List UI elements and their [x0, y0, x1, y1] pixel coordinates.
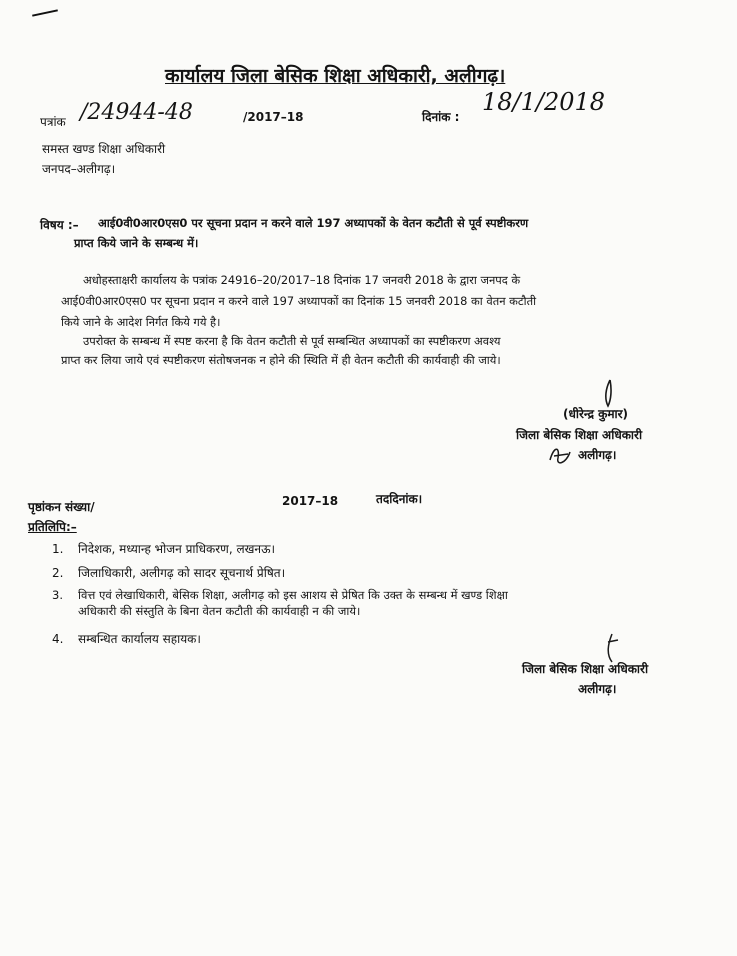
corner-pen-mark	[32, 9, 58, 16]
patrank-session: /2017–18	[243, 110, 304, 124]
recipient-line1: समस्त खण्ड शिक्षा अधिकारी	[42, 142, 166, 156]
copy-number: 3.	[52, 588, 63, 602]
para1-line1: अधोहस्ताक्षरी कार्यालय के पत्रांक 24916–20/2017–18 दिनांक 17 जनवरी 2018 के द्वारा जनपद के	[83, 273, 521, 287]
copy-number: 1.	[52, 542, 64, 556]
signatory-name: (धीरेन्द्र कुमार)	[563, 407, 629, 421]
list-item	[52, 588, 508, 603]
para2-line1: उपरोक्त के सम्बन्ध में स्पष्ट करना है कि वेतन कटौती से पूर्व सम्बन्धित अध्यापकों का स्पष्टीकरण अवश्य	[83, 334, 501, 348]
copy-number: 4.	[52, 632, 64, 646]
para1-line2: आई0वी0आर0एस0 पर सूचना प्रदान न करने वाले 197 अध्यापकों का दिनांक 15 जनवरी 2018 का वेतन कटौती	[61, 294, 537, 308]
endorsement-session: 2017–18	[282, 494, 339, 508]
paragraph-2	[61, 332, 686, 370]
recipient-line2: जनपद–अलीगढ़।	[42, 162, 116, 176]
list-item	[52, 630, 201, 647]
patrank-label: पत्रांक	[40, 115, 66, 129]
office-title: कार्यालय जिला बेसिक शिक्षा अधिकारी, अलीगढ़।	[165, 65, 506, 87]
paragraph-1	[61, 270, 686, 333]
copy-to-label: प्रतिलिपि:–	[28, 520, 77, 534]
date-value-handwritten: 18/1/2018	[482, 88, 606, 116]
copy-number: 2.	[52, 566, 64, 580]
signatory-designation: जिला बेसिक शिक्षा अधिकारी	[516, 428, 643, 442]
endorsement-date: तददिनांक।	[376, 492, 423, 506]
copy-text: निदेशक, मध्यान्ह भोजन प्राधिकरण, लखनऊ।	[78, 542, 276, 556]
subject-line2: प्राप्त किये जाने के सम्बन्ध में।	[74, 236, 199, 250]
date-label: दिनांक :	[422, 110, 460, 124]
patrank-number-handwritten: /24944-48	[80, 100, 193, 125]
copy-text: जिलाधिकारी, अलीगढ़ को सादर सूचनार्थ प्रेषित।	[78, 566, 286, 580]
para1-line3: किये जाने के आदेश निर्गत किये गये है।	[61, 315, 221, 329]
copy-text: सम्बन्धित कार्यालय सहायक।	[78, 632, 201, 646]
subject-line1: आई0वी0आर0एस0 पर सूचना प्रदान न करने वाले 197 अध्यापकों के वेतन कटौती से पूर्व स्पष्टीकरण	[98, 216, 529, 230]
initials-scribble	[546, 440, 576, 470]
list-item	[52, 564, 285, 581]
copy-text-continued: अधिकारी की संस्तुति के बिना वेतन कटौती की कार्यवाही न की जाये।	[78, 604, 361, 618]
list-item	[52, 540, 275, 557]
signatory-place: अलीगढ़।	[578, 448, 617, 462]
signatory2-designation: जिला बेसिक शिक्षा अधिकारी	[522, 662, 649, 676]
subject-label: विषय :–	[40, 218, 79, 232]
copy-text: वित्त एवं लेखाधिकारी, बेसिक शिक्षा, अलीगढ़ को इस आशय से प्रेषित कि उक्त के सम्बन्ध में खण्ड शिक्षा	[78, 588, 508, 602]
signatory2-place: अलीगढ़।	[578, 682, 617, 696]
para2-line2: प्राप्त कर लिया जाये एवं स्पष्टीकरण संतोषजनक न होने की स्थिति में ही वेतन कटौती की कार्यवाही की जाये।	[61, 353, 501, 367]
endorsement-label: पृष्ठांकन संख्या/	[28, 500, 95, 514]
